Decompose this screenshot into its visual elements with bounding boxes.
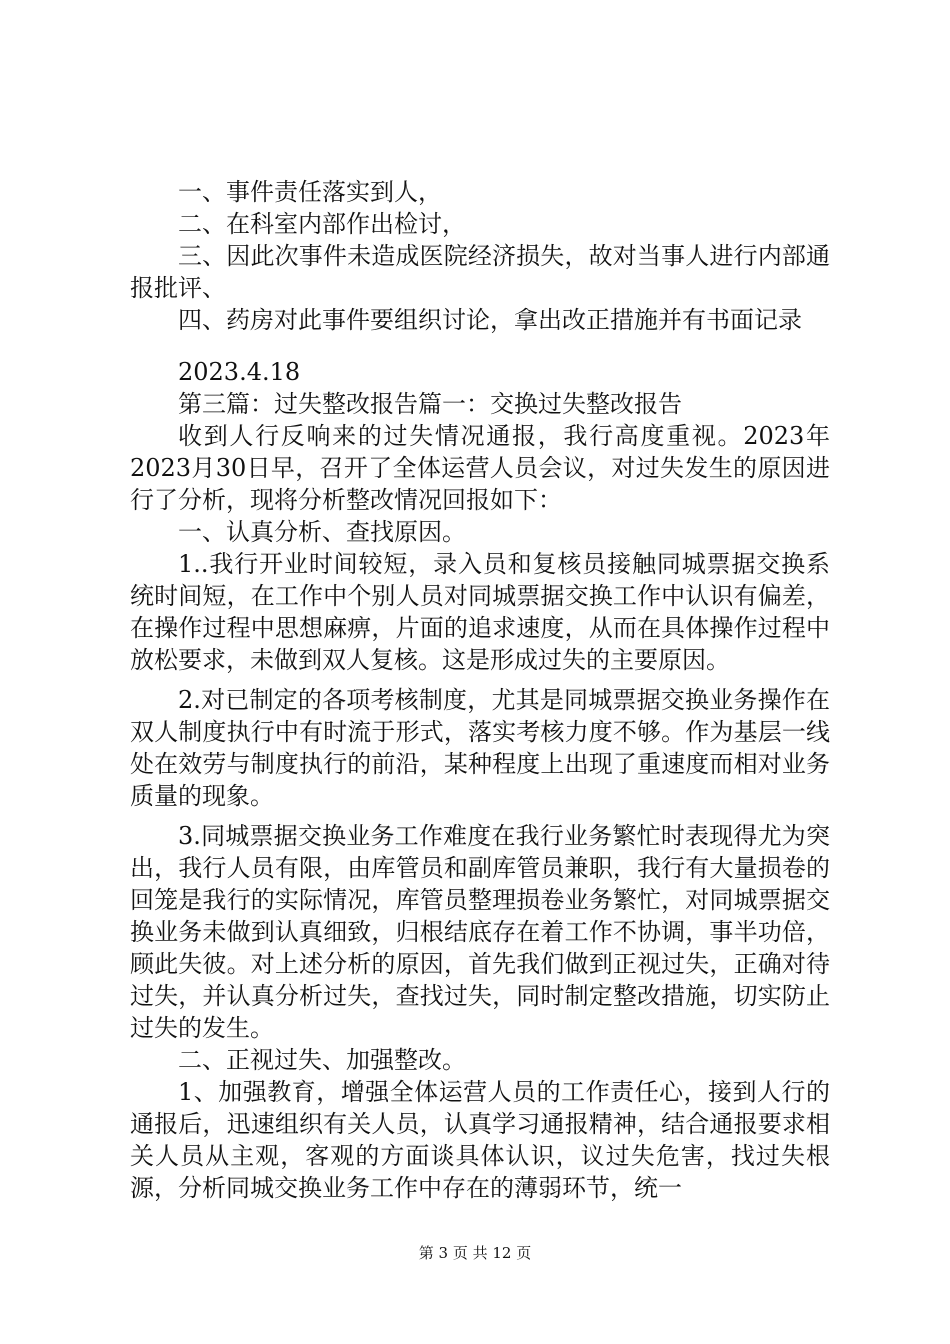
document-body [130, 176, 830, 1204]
paragraph-item-1: 一、事件责任落实到人， [178, 178, 442, 206]
analysis-paragraph-2: 2.对已制定的各项考核制度，尤其是同城票据交换业务操作在双人制度执行中有时流于形式，落实考核力度不够。作为基层一线处在效劳与制度执行的前沿，某种程度上出现了重速度而相对业务质量的现象。 [130, 686, 830, 810]
rectification-paragraph-1: 1、加强教育，增强全体运营人员的工作责任心，接到人行的通报后，迅速组织有关人员，认真学习通报精神，结合通报要求相关人员从主观，客观的方面谈具体认识，议过失危害，找过失根源，分析同城交换业务工作中存在的薄弱环节，统一 [130, 1078, 830, 1202]
paragraph-item-4: 四、药房对此事件要组织讨论，拿出改正措施并有书面记录 [178, 306, 802, 334]
section-heading-1: 一、认真分析、查找原因。 [178, 518, 466, 546]
intro-paragraph: 收到人行反响来的过失情况通报，我行高度重视。2023年2023月30日早，召开了全体运营人员会议，对过失发生的原因进行了分析，现将分析整改情况回报如下： [130, 422, 830, 514]
analysis-paragraph-3: 3.同城票据交换业务工作难度在我行业务繁忙时表现得尤为突出，我行人员有限，由库管员和副库管员兼职，我行有大量损卷的回笼是我行的实际情况，库管员整理损卷业务繁忙，对同城票据交换业务未做到认真细致，归根结底存在着工作不协调，事半功倍，顾此失彼。对上述分析的原因，首先我们做到正视过失，正确对待过失，并认真分析过失，查找过失，同时制定整改措施，切实防止过失的发生。 [130, 822, 830, 1042]
paragraph-gap [130, 812, 830, 820]
date-line: 2023.4.18 [178, 358, 301, 386]
section-title: 第三篇：过失整改报告篇一：交换过失整改报告 [178, 390, 682, 418]
paragraph-item-3: 三、因此次事件未造成医院经济损失，故对当事人进行内部通报批评、 [130, 242, 830, 302]
section-heading-2: 二、正视过失、加强整改。 [178, 1046, 466, 1074]
paragraph-gap [130, 676, 830, 684]
paragraph-item-2: 二、在科室内部作出检讨， [178, 210, 466, 238]
analysis-paragraph-1: 1..我行开业时间较短，录入员和复核员接触同城票据交换系统时间短，在工作中个别人员对同城票据交换工作中认识有偏差，在操作过程中思想麻痹，片面的追求速度，从而在具体操作过程中放松要求，未做到双人复核。这是形成过失的主要原因。 [130, 550, 830, 674]
page-footer: 第 3 页 共 12 页 [418, 1244, 532, 1262]
paragraph-gap [130, 336, 830, 356]
